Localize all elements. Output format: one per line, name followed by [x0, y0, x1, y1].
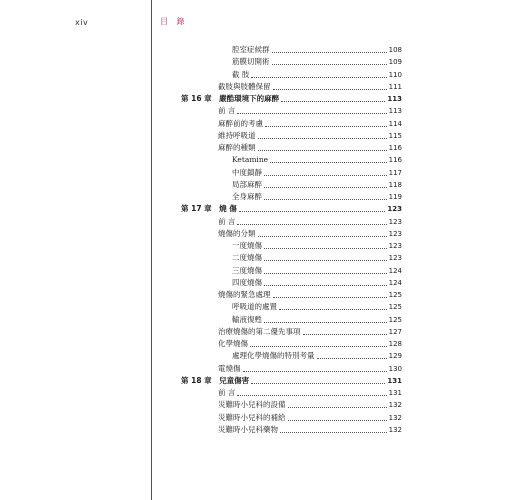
toc-page-number: 125: [388, 315, 402, 324]
toc-entry-title: 災難時小兒科的設備: [218, 400, 286, 410]
toc-entry-title: 電燒傷: [218, 363, 241, 373]
toc-page-number: 115: [388, 131, 402, 140]
toc-entry-title: 燒傷的分類: [218, 228, 256, 238]
toc-page-number: 123: [387, 205, 402, 214]
toc-page-number: 108: [388, 46, 402, 54]
toc-page-number: 116: [388, 144, 402, 152]
toc-page-number: 128: [388, 340, 402, 348]
toc-entry-title: 燒傷的緊急處理: [218, 290, 271, 299]
dot-leader: [237, 224, 386, 225]
dot-leader: [273, 89, 387, 90]
toc-entry-title: 全身麻醉: [232, 192, 262, 201]
dot-leader: [264, 175, 387, 176]
toc-entry: [218, 288, 402, 300]
dot-leader: [317, 358, 387, 359]
toc-entry: [232, 166, 402, 178]
toc-entry: [232, 55, 402, 67]
toc-entry: [218, 423, 402, 435]
toc-entry-title: 災難時小兒科藥物: [218, 424, 278, 434]
toc-entry-title: 處理化學燒傷的特別考量: [232, 351, 315, 361]
toc-entry-title: 呼吸道的處置: [232, 302, 277, 312]
toc-page-number: 132: [388, 425, 402, 434]
toc-page-number: 127: [388, 327, 402, 336]
toc-entry: [218, 227, 402, 239]
toc-entry: [218, 129, 402, 141]
toc-entry-title: 麻醉前的考慮: [218, 118, 263, 128]
toc-page-number: 123: [388, 229, 402, 238]
toc-page-number: 132: [388, 401, 402, 410]
toc-page-number: 125: [388, 303, 402, 312]
toc-entry: [232, 43, 402, 55]
toc-chapter-entry: [181, 374, 402, 386]
dot-leader: [273, 297, 387, 298]
dot-leader: [258, 150, 387, 151]
toc-entry: [218, 398, 402, 410]
toc-entry: [218, 80, 402, 92]
dot-leader: [264, 248, 387, 249]
toc-entry: [232, 276, 402, 288]
toc-page-number: 113: [387, 95, 402, 103]
toc-page-number: 132: [388, 413, 402, 422]
toc-page-number: 131: [387, 376, 402, 385]
running-header: 目 錄: [160, 17, 188, 26]
toc-entry: [232, 190, 402, 202]
dot-leader: [239, 211, 386, 212]
page-number: xiv: [75, 18, 89, 27]
dot-leader: [264, 187, 387, 188]
toc-page-number: 118: [388, 180, 402, 189]
toc-page-number: 124: [388, 278, 402, 287]
toc-entry-title: 三度燒傷: [232, 265, 262, 275]
toc-entry: [232, 349, 402, 361]
toc-entry: [218, 104, 402, 116]
dot-leader: [264, 260, 387, 261]
toc-entry-title: 一度燒傷: [232, 241, 262, 250]
toc-entry-title: 化學燒傷: [218, 339, 248, 348]
toc-chapter-entry: [181, 92, 402, 104]
toc-entry: [218, 117, 402, 129]
dot-leader: [258, 236, 387, 237]
dot-leader: [265, 126, 387, 127]
dot-leader: [251, 383, 385, 384]
toc-page-number: 114: [388, 119, 402, 128]
toc-page-number: 125: [388, 291, 402, 299]
toc-entry-title: 麻醉的種類: [218, 143, 256, 152]
toc-entry-title: 筋膜切開術: [232, 57, 270, 67]
toc-page-number: 110: [388, 70, 402, 79]
toc-entry: [232, 178, 402, 190]
toc-page-number: 124: [388, 266, 402, 275]
dot-leader: [279, 309, 387, 310]
toc-entry: [232, 300, 402, 312]
toc-entry: [218, 386, 402, 398]
dot-leader: [272, 64, 387, 65]
toc-page-number: 119: [388, 193, 402, 201]
toc-entry-title: 維持呼吸道: [218, 130, 256, 140]
toc-entry-title: 腔室症候群: [232, 45, 270, 54]
dot-leader: [250, 346, 387, 347]
toc-entry-title: 局部麻醉: [232, 179, 262, 189]
margin-rule: [151, 0, 152, 500]
toc-entry: [232, 313, 402, 325]
toc-page-number: 111: [388, 82, 402, 91]
toc-entry: [218, 411, 402, 423]
dot-leader: [288, 407, 387, 408]
toc-entry-title: 四度燒傷: [232, 277, 262, 287]
toc-entry: [232, 264, 402, 276]
dot-leader: [303, 334, 387, 335]
dot-leader: [280, 432, 387, 433]
toc-page-number: 109: [388, 58, 402, 67]
dot-leader: [288, 420, 387, 421]
toc-page-number: 117: [388, 168, 402, 177]
toc-entry-title: 第 16 章 嚴酷環境下的麻醉: [181, 94, 280, 103]
toc-entry-title: 治療燒傷的第二優先事項: [218, 326, 301, 336]
toc-entry-title: 中度鎮靜: [232, 167, 262, 177]
dot-leader: [264, 199, 387, 200]
toc-entry: [232, 68, 402, 80]
toc-entry-title: 前 言: [218, 216, 236, 226]
dot-leader: [264, 273, 387, 274]
toc-entry-title: 前 言: [218, 106, 236, 116]
dot-leader: [237, 395, 386, 396]
toc-entry-title: 前 言: [218, 388, 236, 397]
toc-page-number: 116: [388, 156, 402, 165]
toc-page-number: 131: [388, 389, 402, 397]
toc-chapter-entry: [181, 202, 402, 214]
toc-entry: [232, 153, 402, 165]
toc-entry: [232, 239, 402, 251]
toc-entry-title: 第 17 章 燒 傷: [181, 204, 237, 214]
toc-entry-title: 截 肢: [232, 69, 250, 79]
toc-entry: [218, 325, 402, 337]
toc-page-number: 130: [388, 364, 402, 373]
toc-entry-title: Ketamine: [232, 155, 269, 165]
dot-leader: [243, 371, 387, 372]
dot-leader: [264, 285, 387, 286]
dot-leader: [237, 113, 386, 114]
toc-page-number: 123: [388, 254, 402, 263]
dot-leader: [251, 77, 386, 78]
toc-entry-title: 第 18 章 兒童傷害: [181, 375, 250, 385]
toc-entry-title: 災難時小兒科的補給: [218, 412, 286, 422]
toc-page-number: 129: [388, 352, 402, 361]
toc-page-number: 123: [388, 217, 402, 226]
dot-leader: [272, 52, 387, 53]
toc-entry-title: 二度燒傷: [232, 253, 262, 263]
toc-entry-title: 截肢與肢體保留: [218, 81, 271, 91]
toc-entry-title: 輸液復甦: [232, 314, 262, 324]
toc-entry: [218, 337, 402, 349]
toc-entry: [232, 251, 402, 263]
dot-leader: [264, 322, 387, 323]
toc-entry: [218, 362, 402, 374]
dot-leader: [258, 138, 387, 139]
toc-entry: [218, 141, 402, 153]
toc-page-number: 123: [388, 242, 402, 250]
dot-leader: [281, 101, 385, 102]
toc-page-number: 113: [388, 107, 402, 116]
toc-entry: [218, 215, 402, 227]
dot-leader: [270, 162, 387, 163]
